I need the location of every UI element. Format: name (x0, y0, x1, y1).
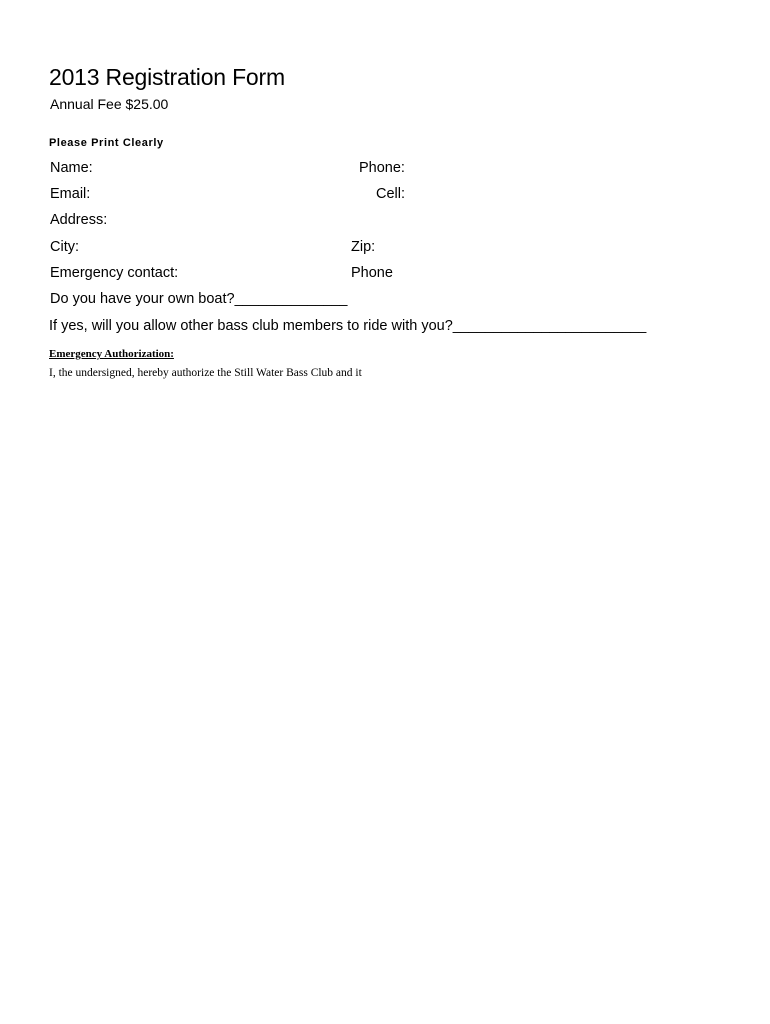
print-instruction: Please Print Clearly (49, 137, 164, 149)
name-field-label: Name: (50, 160, 93, 176)
annual-fee: Annual Fee $25.00 (50, 96, 169, 112)
allow-riders-question: If yes, will you allow other bass club members to ride with you?________________________ (49, 318, 647, 334)
cell-field-label: Cell: (376, 186, 406, 202)
emergency-authorization-text: I, the undersigned, hereby authorize the Still Water Bass Club and it (49, 367, 362, 379)
form-title: 2013 Registration Form (49, 64, 285, 90)
city-field-label: City: (50, 239, 79, 255)
zip-field-label: Zip: (351, 239, 376, 255)
own-boat-question: Do you have your own boat?______________ (50, 291, 348, 307)
email-field-label: Email: (50, 186, 91, 202)
phone-field-label: Phone: (359, 160, 405, 176)
emergency-phone-label: Phone (351, 265, 393, 281)
emergency-contact-label: Emergency contact: (50, 265, 179, 281)
address-field-label: Address: (50, 212, 108, 228)
emergency-authorization-heading: Emergency Authorization: (49, 348, 174, 360)
